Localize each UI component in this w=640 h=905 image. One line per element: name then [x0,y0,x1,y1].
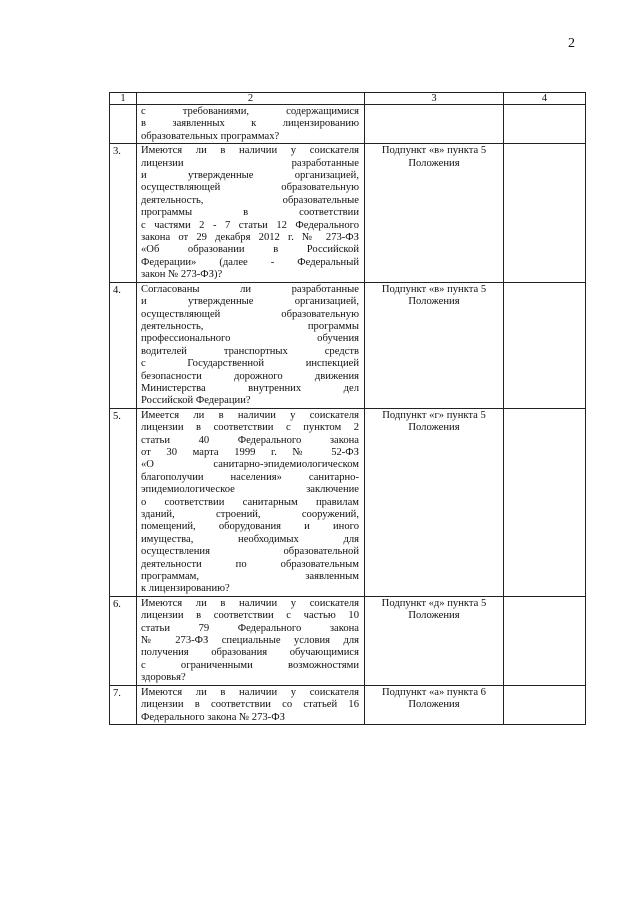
question-line: водителей транспортных средств [141,345,359,357]
question-line: закон № 273-ФЗ)? [141,269,223,281]
question-line: Российской Федерации? [141,395,251,407]
question-cell [137,685,365,724]
question-line: Согласованы ли разработанные [141,283,359,295]
question-line: с частями 2 - 7 статьи 12 Федерального [141,219,359,231]
question-line: статьи 40 Федерального закона [141,434,359,446]
question-line: Федерации» (далее - Федеральный [141,256,359,268]
question-line: Федерального закона № 273-ФЗ [141,711,285,723]
table-row [110,596,586,685]
question-line: безопасности дорожного движения [141,370,359,382]
question-line: лицензии в соответствии с пунктом 2 [141,422,359,434]
row-number: 5. [110,408,137,596]
question-cell [137,282,365,408]
reference-line: Положения [408,157,460,169]
notes-cell [504,282,586,408]
table-row [110,105,586,144]
question-line: помещений, оборудования и иного [141,521,359,533]
notes-cell [504,105,586,144]
notes-cell [504,685,586,724]
reference-cell [365,144,504,282]
question-line: и утвержденные организацией, [141,170,359,182]
question-line: от 30 марта 1999 г. № 52-ФЗ [141,446,359,458]
question-line: закона от 29 декабря 2012 г. № 273-ФЗ [141,232,359,244]
reference-cell [365,105,504,144]
question-line: статьи 79 Федерального закона [141,622,359,634]
reference-cell [365,408,504,596]
question-line: программам, заявленным [141,571,359,583]
question-line: «Об образовании в Российской [141,244,359,256]
table-row [110,408,586,596]
reference-line: Положения [408,422,460,434]
question-line: осуществления образовательной [141,546,359,558]
question-cell [137,596,365,685]
row-number: 3. [110,144,137,282]
table-row [110,144,586,282]
page-number: 2 [568,36,575,51]
question-line: Имеются ли в наличии у соискателя [141,686,359,698]
header-cell-2: 2 [137,93,365,105]
row-number: 7. [110,685,137,724]
question-line: осуществляющей образовательную [141,182,359,194]
table-row [110,282,586,408]
notes-cell [504,596,586,685]
question-line: Имеется ли в наличии у соискателя [141,409,359,421]
reference-cell [365,596,504,685]
header-cell-4: 4 [504,93,586,105]
reference-line: Положения [408,296,460,308]
question-line: с ограниченными возможностями [141,659,359,671]
table-header-row [110,93,586,105]
header-cell-3: 3 [365,93,504,105]
question-line: и утвержденные организацией, [141,296,359,308]
question-cell [137,105,365,144]
question-line: деятельность, программы [141,320,359,332]
reference-line: Положения [408,699,460,711]
question-line: с Государственной инспекцией [141,358,359,370]
reference-line: Подпункт «г» пункта 5 [382,409,486,421]
row-number [110,105,137,144]
question-line: благополучии населения» санитарно- [141,471,359,483]
question-cell [137,408,365,596]
question-line: профессионального обучения [141,333,359,345]
question-line: зданий, строений, сооружений, [141,509,359,520]
question-line: имущества, необходимых для [141,533,359,545]
question-line: образовательных программах? [141,130,280,142]
question-line: к лицензированию? [141,583,230,595]
notes-cell [504,144,586,282]
question-line: Имеются ли в наличии у соискателя [141,597,359,609]
question-line: деятельность, образовательные [141,194,359,206]
question-line: лицензии разработанные [141,157,359,169]
header-cell-1: 1 [110,93,137,105]
reference-line: Подпункт «в» пункта 5 [381,145,487,157]
reference-line: Подпункт «д» пункта 5 [381,597,487,609]
question-line: «О санитарно-эпидемиологическом [141,459,359,471]
question-line: эпидемиологическое заключение [141,484,359,496]
question-line: о соответствии санитарным правилам [141,496,359,508]
question-line: осуществляющей образовательную [141,308,359,320]
question-cell [137,144,365,282]
question-line: Министерства внутренних дел [141,382,359,394]
question-line: в заявленных к лицензированию [141,118,359,130]
question-line: лицензии в соответствии со статьей 16 [141,699,359,711]
checklist-table [109,92,586,725]
reference-line: Положения [408,610,460,622]
question-line: деятельности по образовательным [141,558,359,570]
question-line: получения образования обучающимися [141,647,359,659]
table-row [110,685,586,724]
question-line: № 273-ФЗ специальные условия для [141,635,359,647]
reference-line: Подпункт «а» пункта 6 [382,686,486,698]
reference-line: Подпункт «в» пункта 5 [381,283,487,295]
question-line: программы в соответствии [141,207,359,219]
row-number: 4. [110,282,137,408]
reference-cell [365,685,504,724]
question-line: Имеются ли в наличии у соискателя [141,145,359,157]
question-line: здоровья? [141,672,186,684]
row-number: 6. [110,596,137,685]
question-line: лицензии в соответствии с частью 10 [141,610,359,622]
question-line: с требованиями, содержащимися [141,106,359,117]
notes-cell [504,408,586,596]
reference-cell [365,282,504,408]
